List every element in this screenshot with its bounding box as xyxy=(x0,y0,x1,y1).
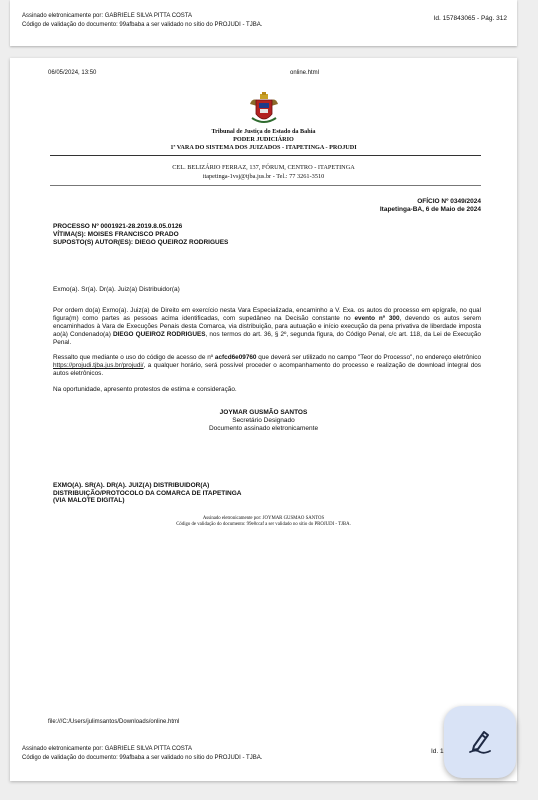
paragraph-order-text-2: , devendo os autos serem encaminhados à Vara de Execuções Penais desta Comarca, via distribuição, para autuação e início execução da pena privativa de liberdade imposta ao(à) Condenado(a) xyxy=(53,314,481,338)
event-number: evento nº 300 xyxy=(354,314,400,322)
recipient-line-1: EXMO(A). SR(A). DR(A). JUIZ(A) DISTRIBUIDOR(A) xyxy=(53,482,210,489)
letterhead-contact: itapetinga-1vsj@tjba.jus.br - Tel.: 77 3261-3510 xyxy=(202,173,325,180)
signer-name: JOYMAR GUSMÃO SANTOS xyxy=(219,409,308,416)
salutation: Exmo(a). Sr(a). Dr(a). Juiz(a) Distribuidor(a) xyxy=(53,286,180,293)
paragraph-order-text-3: , nos termos do art. 36, § 2º, segunda figura, do Código Penal, c/c art. 118, da Lei de Execução Penal. xyxy=(53,330,481,346)
edit-fab-button[interactable] xyxy=(444,706,516,778)
access-code-text: Ressalto que mediante o uso do código de acesso de nº xyxy=(53,354,215,361)
page-id: Id. 157843065 - Pág. 312 xyxy=(433,15,507,22)
paragraph-access-code xyxy=(53,354,481,378)
oficio-place-date: Itapetinga-BA, 6 de Maio de 2024 xyxy=(379,206,481,213)
oficio-number: OFÍCIO Nº 0349/2024 xyxy=(417,198,481,205)
recipient-line-3: (VIA MALOTE DIGITAL) xyxy=(53,497,125,504)
address-divider xyxy=(50,185,481,186)
access-code-text-3: , a qualquer horário, será possível proceder o acompanhamento do processo e realização de download integral dos autos eletrônicos. xyxy=(53,361,481,377)
letterhead-power: PODER JUDICIÁRIO xyxy=(233,136,294,143)
previous-page xyxy=(10,0,517,46)
recipient-line-2: DISTRIBUIÇÃO/PROTOCOLO DA COMARCA DE ITAPETINGA xyxy=(53,489,242,497)
access-code: acfcd6e09760 xyxy=(214,354,257,361)
paragraph-order xyxy=(53,307,481,347)
footer-page-id: Id. 1 xyxy=(431,748,444,755)
process-number: PROCESSO Nº 0001921-28.2019.8.05.0126 xyxy=(53,223,183,230)
letterhead-court-unit: 1ª VARA DO SISTEMA DOS JUIZADOS - ITAPETINGA - PROJUDI xyxy=(170,144,357,151)
footer-validation: Código de validação do documento: 99afbaba a ser validado no sítio do PROJUDI - TJBA. xyxy=(22,755,263,761)
coat-of-arms-logo xyxy=(248,92,280,126)
access-code-text-2: que deverá ser utilizado no campo "Teor do Processo", no endereço eletrônico xyxy=(256,354,481,361)
convict-name: DIEGO QUEIROZ RODRIGUES xyxy=(112,330,206,338)
paragraph-order-text: Por ordem do(a) Exmo(a). Juiz(a) de Direito em exercício nesta Vara Especializada, encaminho a V. Exa. os autos do processo em epígrafe, no qual figura(m) como partes as pessoas acima identificadas, com supedâneo na Decisão constante no xyxy=(53,307,481,322)
closing-paragraph: Na oportunidade, apresento protestos de estima e consideração. xyxy=(53,386,237,393)
letterhead-divider xyxy=(50,155,481,156)
process-victim: VÍTIMA(S): MOISES FRANCISCO PRADO xyxy=(53,231,179,238)
inner-validation: Código de validação do documento: 99e8ccaf a ser validado no sítio do PROJUDI - TJBA. xyxy=(176,522,351,527)
footer-signed-by: Assinado eletronicamente por: GABRIELE SILVA PITTA COSTA xyxy=(22,746,192,752)
document-page xyxy=(10,58,517,781)
print-file-path: file:///C:/Users/julimsantos/Downloads/online.html xyxy=(48,719,180,725)
process-author: SUPOSTO(S) AUTOR(ES): DIEGO QUEIROZ RODRIGUES xyxy=(53,239,229,246)
projudi-link[interactable]: https://projudi.tjba.jus.br/projudi/ xyxy=(53,361,144,369)
inner-signed-by: Assinado eletronicamente por: JOYMAR GUSMAO SANTOS xyxy=(202,516,325,521)
signed-by-text: Assinado eletronicamente por: GABRIELE SILVA PITTA COSTA xyxy=(22,13,192,19)
signature-note: Documento assinado eletronicamente xyxy=(208,425,319,432)
signer-role: Secretário Designado xyxy=(232,417,295,424)
print-datetime: 06/05/2024, 13:50 xyxy=(48,70,97,76)
letterhead-court: Tribunal de Justiça do Estado da Bahia xyxy=(211,128,316,135)
pen-edit-icon xyxy=(466,726,494,759)
letterhead-address: CEL. BELIZÁRIO FERRAZ, 137, FÓRUM, CENTRO - ITAPETINGA xyxy=(172,164,355,171)
validation-code-text: Código de validação do documento: 99afbaba a ser validado no sítio do PROJUDI - TJBA. xyxy=(22,22,263,28)
print-filename: online.html xyxy=(290,70,320,76)
